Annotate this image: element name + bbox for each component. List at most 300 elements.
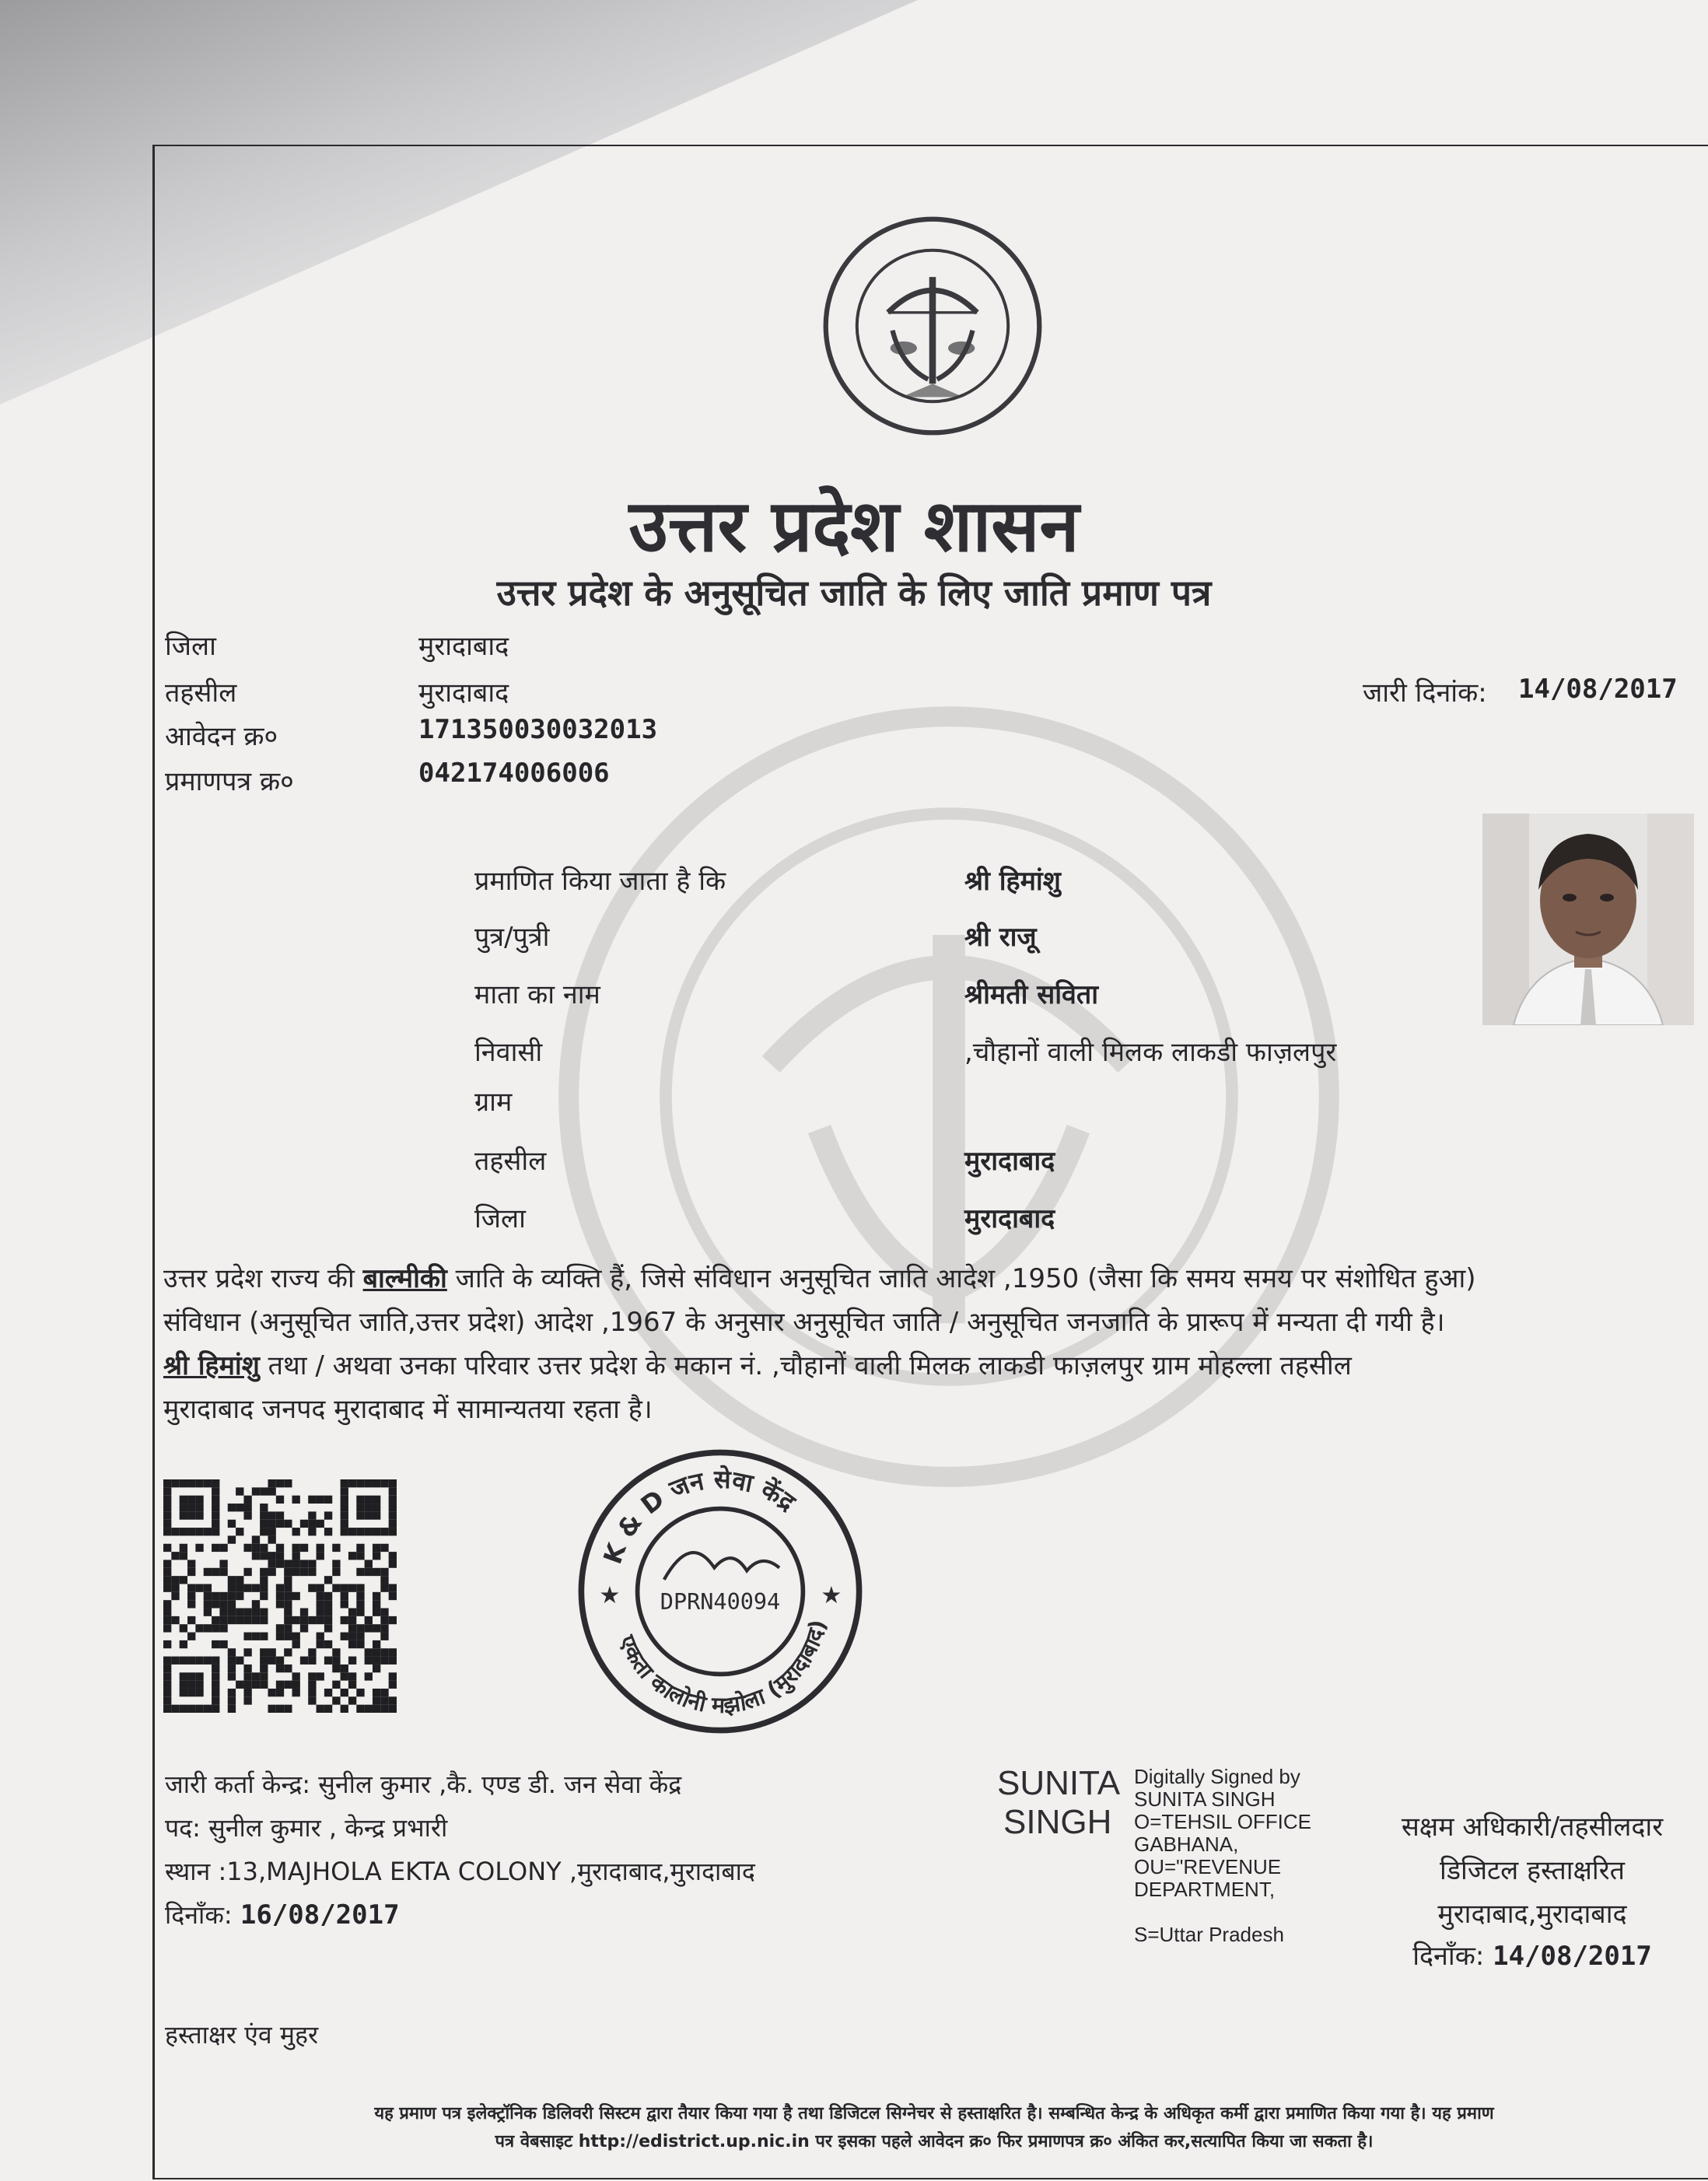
qr-module	[228, 1576, 236, 1584]
qr-module	[373, 1600, 380, 1608]
signature-detail: O=TEHSIL OFFICE	[1134, 1810, 1312, 1833]
qr-module	[187, 1705, 195, 1713]
qr-module	[284, 1520, 292, 1528]
certificate-label: प्रमाणपत्र क्र०	[165, 766, 294, 797]
qr-module	[212, 1672, 219, 1680]
qr-module	[365, 1511, 373, 1519]
issue-date-label: जारी दिनांक:	[1363, 677, 1487, 709]
qr-module	[171, 1657, 179, 1665]
qr-module	[389, 1479, 397, 1487]
qr-module	[292, 1633, 300, 1640]
qr-module	[300, 1657, 308, 1665]
qr-module	[365, 1705, 373, 1713]
qr-module	[300, 1568, 308, 1576]
qr-module	[348, 1672, 356, 1680]
qr-module	[380, 1528, 388, 1535]
qr-module	[260, 1609, 268, 1616]
qr-module	[341, 1665, 348, 1672]
qr-module	[324, 1496, 332, 1504]
qr-module	[300, 1560, 308, 1567]
qr-module	[163, 1584, 171, 1591]
qr-module	[163, 1640, 171, 1648]
qr-module	[268, 1528, 275, 1535]
qr-module	[276, 1665, 284, 1672]
qr-module	[389, 1528, 397, 1535]
qr-module	[260, 1511, 268, 1519]
qr-module	[308, 1584, 316, 1591]
qr-module	[308, 1696, 316, 1704]
qr-module	[252, 1672, 260, 1680]
qr-module	[356, 1479, 364, 1487]
qr-module	[252, 1609, 260, 1616]
text-segment: उत्तर प्रदेश राज्य की	[163, 1263, 363, 1294]
qr-module	[373, 1479, 380, 1487]
qr-module	[163, 1681, 171, 1689]
qr-module	[380, 1568, 388, 1576]
qr-module	[389, 1705, 397, 1713]
qr-module	[163, 1479, 171, 1487]
qr-module	[389, 1496, 397, 1504]
qr-code	[163, 1479, 397, 1713]
qr-module	[163, 1544, 171, 1552]
digital-signature-details	[1134, 1766, 1311, 1946]
qr-module	[276, 1552, 284, 1560]
qr-module	[212, 1600, 219, 1608]
qr-module	[317, 1584, 324, 1591]
qr-module	[389, 1616, 397, 1624]
qr-module	[260, 1568, 268, 1576]
qr-module	[260, 1681, 268, 1689]
qr-module	[204, 1705, 212, 1713]
qr-module	[356, 1552, 364, 1560]
qr-module	[195, 1511, 203, 1519]
qr-module	[243, 1609, 251, 1616]
qr-module	[308, 1672, 316, 1680]
qr-module	[284, 1665, 292, 1672]
qr-module	[373, 1528, 380, 1535]
qr-module	[163, 1511, 171, 1519]
qr-module	[365, 1504, 373, 1511]
qr-module	[356, 1640, 364, 1648]
qr-module	[373, 1665, 380, 1672]
qr-module	[292, 1681, 300, 1689]
qr-module	[243, 1648, 251, 1656]
qr-module	[219, 1560, 227, 1567]
qr-module	[300, 1520, 308, 1528]
qr-module	[180, 1657, 187, 1665]
qr-module	[243, 1616, 251, 1624]
qr-module	[236, 1576, 243, 1584]
qr-module	[332, 1648, 340, 1656]
qr-module	[308, 1648, 316, 1656]
qr-module	[236, 1681, 243, 1689]
qr-module	[373, 1504, 380, 1511]
qr-module	[243, 1633, 251, 1640]
qr-module	[195, 1689, 203, 1696]
qr-module	[228, 1648, 236, 1656]
qr-module	[195, 1681, 203, 1689]
qr-module	[212, 1504, 219, 1511]
service-center-stamp	[572, 1444, 868, 1739]
qr-module	[317, 1544, 324, 1552]
qr-module	[276, 1544, 284, 1552]
signature-detail: S=Uttar Pradesh	[1134, 1923, 1284, 1946]
qr-module	[276, 1511, 284, 1519]
qr-module	[356, 1705, 364, 1713]
qr-module	[187, 1568, 195, 1576]
qr-module	[389, 1648, 397, 1656]
authority-place: मुरादाबाद,मुरादाबाद	[1437, 1899, 1627, 1930]
qr-module	[300, 1624, 308, 1632]
qr-module	[187, 1528, 195, 1535]
qr-module	[163, 1672, 171, 1680]
qr-module	[163, 1496, 171, 1504]
qr-module	[380, 1609, 388, 1616]
qr-module	[260, 1487, 268, 1495]
qr-module	[180, 1479, 187, 1487]
qr-module	[389, 1657, 397, 1665]
qr-module	[212, 1528, 219, 1535]
qr-module	[268, 1520, 275, 1528]
qr-module	[356, 1609, 364, 1616]
qr-module	[380, 1576, 388, 1584]
qr-module	[389, 1696, 397, 1704]
qr-module	[276, 1479, 284, 1487]
qr-module	[389, 1681, 397, 1689]
qr-module	[284, 1705, 292, 1713]
district-value: मुरादाबाद	[418, 631, 509, 662]
qr-module	[365, 1479, 373, 1487]
signer-name-line-2: SINGH	[1003, 1803, 1112, 1841]
qr-module	[324, 1657, 332, 1665]
qr-module	[389, 1584, 397, 1591]
qr-module	[252, 1633, 260, 1640]
qr-module	[228, 1616, 236, 1624]
qr-module	[268, 1568, 275, 1576]
qr-module	[341, 1496, 348, 1504]
qr-module	[348, 1479, 356, 1487]
qr-module	[236, 1504, 243, 1511]
qr-module	[268, 1552, 275, 1560]
certificate-number: 042174006006	[418, 758, 610, 789]
applicant-photo	[1482, 814, 1694, 1025]
qr-module	[228, 1689, 236, 1696]
qr-module	[260, 1584, 268, 1591]
qr-module	[365, 1624, 373, 1632]
qr-module	[252, 1681, 260, 1689]
qr-module	[171, 1705, 179, 1713]
qr-module	[219, 1640, 227, 1648]
qr-module	[276, 1624, 284, 1632]
qr-module	[292, 1616, 300, 1624]
qr-module	[212, 1568, 219, 1576]
qr-module	[348, 1552, 356, 1560]
qr-module	[284, 1681, 292, 1689]
qr-module	[171, 1479, 179, 1487]
issuer-place: स्थान :13,MAJHOLA EKTA COLONY ,मुरादाबाद,मुरादाबाद	[165, 1857, 755, 1886]
qr-module	[380, 1705, 388, 1713]
qr-module	[356, 1592, 364, 1600]
authority-signed: डिजिटल हस्ताक्षरित	[1440, 1855, 1625, 1886]
qr-module	[163, 1504, 171, 1511]
qr-module	[380, 1479, 388, 1487]
qr-module	[219, 1616, 227, 1624]
qr-module	[180, 1689, 187, 1696]
qr-module	[365, 1560, 373, 1567]
qr-module	[212, 1657, 219, 1665]
qr-module	[324, 1624, 332, 1632]
qr-module	[163, 1568, 171, 1576]
qr-module	[180, 1624, 187, 1632]
qr-module	[219, 1600, 227, 1608]
qr-module	[163, 1487, 171, 1495]
qr-module	[380, 1648, 388, 1656]
mother-name: श्रीमती सविता	[964, 979, 1099, 1010]
qr-module	[365, 1496, 373, 1504]
qr-module	[243, 1665, 251, 1672]
qr-module	[219, 1544, 227, 1552]
qr-module	[356, 1544, 364, 1552]
qr-module	[324, 1576, 332, 1584]
qr-module	[260, 1592, 268, 1600]
qr-module	[341, 1672, 348, 1680]
qr-module	[204, 1624, 212, 1632]
qr-module	[317, 1672, 324, 1680]
qr-module	[171, 1616, 179, 1624]
qr-module	[228, 1672, 236, 1680]
qr-module	[317, 1592, 324, 1600]
issuer-date-label: दिनाँक:	[165, 1900, 233, 1930]
qr-module	[356, 1689, 364, 1696]
qr-module	[268, 1560, 275, 1567]
qr-module	[317, 1552, 324, 1560]
qr-module	[180, 1672, 187, 1680]
qr-module	[324, 1640, 332, 1648]
qr-module	[276, 1600, 284, 1608]
qr-module	[332, 1584, 340, 1591]
qr-module	[195, 1657, 203, 1665]
qr-module	[308, 1528, 316, 1535]
stamp-bottom-text: एकता कालोनी मझोला (मुरादाबाद)	[614, 1617, 831, 1719]
qr-module	[243, 1496, 251, 1504]
qr-module	[204, 1609, 212, 1616]
qr-module	[284, 1568, 292, 1576]
qr-module	[284, 1648, 292, 1656]
qr-module	[228, 1609, 236, 1616]
qr-module	[373, 1609, 380, 1616]
qr-module	[389, 1504, 397, 1511]
qr-module	[163, 1600, 171, 1608]
qr-module	[180, 1544, 187, 1552]
qr-module	[187, 1584, 195, 1591]
qr-module	[260, 1616, 268, 1624]
qr-module	[212, 1681, 219, 1689]
qr-module	[341, 1592, 348, 1600]
district-label: जिला	[165, 631, 216, 662]
qr-module	[187, 1681, 195, 1689]
qr-module	[252, 1600, 260, 1608]
qr-module	[348, 1584, 356, 1591]
qr-module	[308, 1496, 316, 1504]
qr-module	[373, 1705, 380, 1713]
qr-module	[308, 1568, 316, 1576]
signature-detail: GABHANA,	[1134, 1833, 1239, 1856]
qr-module	[187, 1689, 195, 1696]
qr-module	[276, 1681, 284, 1689]
qr-module	[171, 1528, 179, 1535]
qr-module	[236, 1616, 243, 1624]
qr-module	[268, 1657, 275, 1665]
qr-module	[219, 1609, 227, 1616]
qr-module	[341, 1600, 348, 1608]
qr-module	[365, 1672, 373, 1680]
tehsil-label: तहसील	[165, 677, 237, 709]
qr-module	[243, 1696, 251, 1704]
qr-module	[163, 1665, 171, 1672]
qr-module	[365, 1648, 373, 1656]
qr-module	[356, 1504, 364, 1511]
qr-module	[204, 1600, 212, 1608]
qr-module	[228, 1696, 236, 1704]
qr-module	[348, 1696, 356, 1704]
qr-module	[348, 1633, 356, 1640]
qr-module	[324, 1528, 332, 1535]
signer-name-line-1: SUNITA	[997, 1764, 1121, 1802]
qr-module	[284, 1584, 292, 1591]
qr-module	[389, 1592, 397, 1600]
stamp-star-right: ★	[821, 1582, 842, 1610]
qr-module	[243, 1681, 251, 1689]
qr-module	[187, 1600, 195, 1608]
qr-module	[365, 1528, 373, 1535]
qr-module	[341, 1616, 348, 1624]
qr-module	[276, 1592, 284, 1600]
qr-module	[268, 1487, 275, 1495]
qr-module	[292, 1560, 300, 1567]
qr-module	[212, 1511, 219, 1519]
qr-module	[380, 1544, 388, 1552]
qr-module	[284, 1592, 292, 1600]
qr-module	[300, 1609, 308, 1616]
qr-module	[268, 1479, 275, 1487]
qr-module	[180, 1640, 187, 1648]
qr-module	[341, 1705, 348, 1713]
qr-module	[212, 1487, 219, 1495]
qr-module	[212, 1640, 219, 1648]
holder-name: श्री हिमांशु	[964, 866, 1061, 897]
qr-module	[284, 1609, 292, 1616]
qr-module	[317, 1616, 324, 1624]
footer-line-1: यह प्रमाण पत्र इलेक्ट्रॉनिक डिलिवरी सिस्टम द्वारा तैयार किया गया है तथा डिजिटल सिग्नेचर से हस्ताक्षरित है। सम्बन्धित केन्द्र के अधिकृत कर्मी द्वारा प्रमाणित किया गया है। यह प्रमाण	[374, 2104, 1494, 2123]
qr-module	[356, 1584, 364, 1591]
qr-module	[180, 1528, 187, 1535]
qr-module	[317, 1705, 324, 1713]
qr-module	[163, 1576, 171, 1584]
qr-module	[292, 1544, 300, 1552]
qr-module	[373, 1496, 380, 1504]
qr-module	[292, 1552, 300, 1560]
qr-module	[204, 1657, 212, 1665]
qr-module	[180, 1681, 187, 1689]
signature-detail: OU="REVENUE	[1134, 1855, 1282, 1878]
qr-module	[356, 1600, 364, 1608]
qr-module	[163, 1560, 171, 1567]
father-name: श्री राजू	[964, 922, 1037, 953]
application-number: 171350030032013	[418, 714, 658, 745]
qr-module	[195, 1504, 203, 1511]
qr-module	[356, 1633, 364, 1640]
qr-module	[219, 1624, 227, 1632]
qr-module	[284, 1624, 292, 1632]
qr-module	[389, 1672, 397, 1680]
parent-label: पुत्र/पुत्री	[474, 922, 550, 953]
text-segment: तथा / अथवा उनका परिवार उत्तर प्रदेश के मकान नं. ,चौहानों वाली मिलक लाकडी फाज़लपुर ग्राम मोहल्ला तहसील	[259, 1350, 1352, 1381]
qr-module	[260, 1552, 268, 1560]
qr-module	[308, 1520, 316, 1528]
qr-module	[284, 1576, 292, 1584]
qr-module	[317, 1600, 324, 1608]
qr-module	[204, 1568, 212, 1576]
qr-module	[171, 1576, 179, 1584]
qr-module	[180, 1576, 187, 1584]
qr-module	[317, 1520, 324, 1528]
qr-module	[332, 1665, 340, 1672]
qr-module	[373, 1568, 380, 1576]
up-government-emblem	[821, 215, 1044, 437]
qr-module	[195, 1624, 203, 1632]
qr-module	[380, 1616, 388, 1624]
qr-module	[187, 1511, 195, 1519]
certification-paragraph	[163, 1257, 1703, 1431]
qr-module	[356, 1496, 364, 1504]
qr-module	[180, 1552, 187, 1560]
qr-module	[284, 1633, 292, 1640]
qr-module	[187, 1657, 195, 1665]
qr-module	[243, 1568, 251, 1576]
qr-module	[195, 1672, 203, 1680]
qr-module	[300, 1616, 308, 1624]
qr-module	[228, 1535, 236, 1543]
qr-module	[228, 1600, 236, 1608]
qr-module	[341, 1504, 348, 1511]
qr-module	[341, 1487, 348, 1495]
qr-module	[187, 1496, 195, 1504]
qr-module	[180, 1705, 187, 1713]
qr-module	[260, 1528, 268, 1535]
qr-module	[389, 1560, 397, 1567]
tehsil-value: मुरादाबाद	[418, 677, 509, 709]
qr-module	[373, 1689, 380, 1696]
qr-module	[284, 1600, 292, 1608]
qr-module	[389, 1552, 397, 1560]
stamp-code: DPRN40094	[660, 1588, 781, 1615]
qr-module	[195, 1496, 203, 1504]
qr-module	[260, 1520, 268, 1528]
qr-module	[212, 1689, 219, 1696]
qr-module	[228, 1665, 236, 1672]
detail-tehsil-value: मुरादाबाद	[964, 1146, 1055, 1177]
qr-module	[187, 1616, 195, 1624]
qr-module	[324, 1511, 332, 1519]
qr-module	[260, 1576, 268, 1584]
qr-module	[276, 1705, 284, 1713]
text-segment: जाति के व्यक्ति हैं, जिसे संविधान अनुसूचित जाति आदेश ,1950 (जैसा कि समय समय पर संशोधित हुआ)	[446, 1263, 1476, 1294]
qr-module	[252, 1544, 260, 1552]
qr-module	[204, 1479, 212, 1487]
qr-module	[236, 1528, 243, 1535]
qr-module	[180, 1496, 187, 1504]
issuer-date-row	[165, 1898, 400, 1931]
